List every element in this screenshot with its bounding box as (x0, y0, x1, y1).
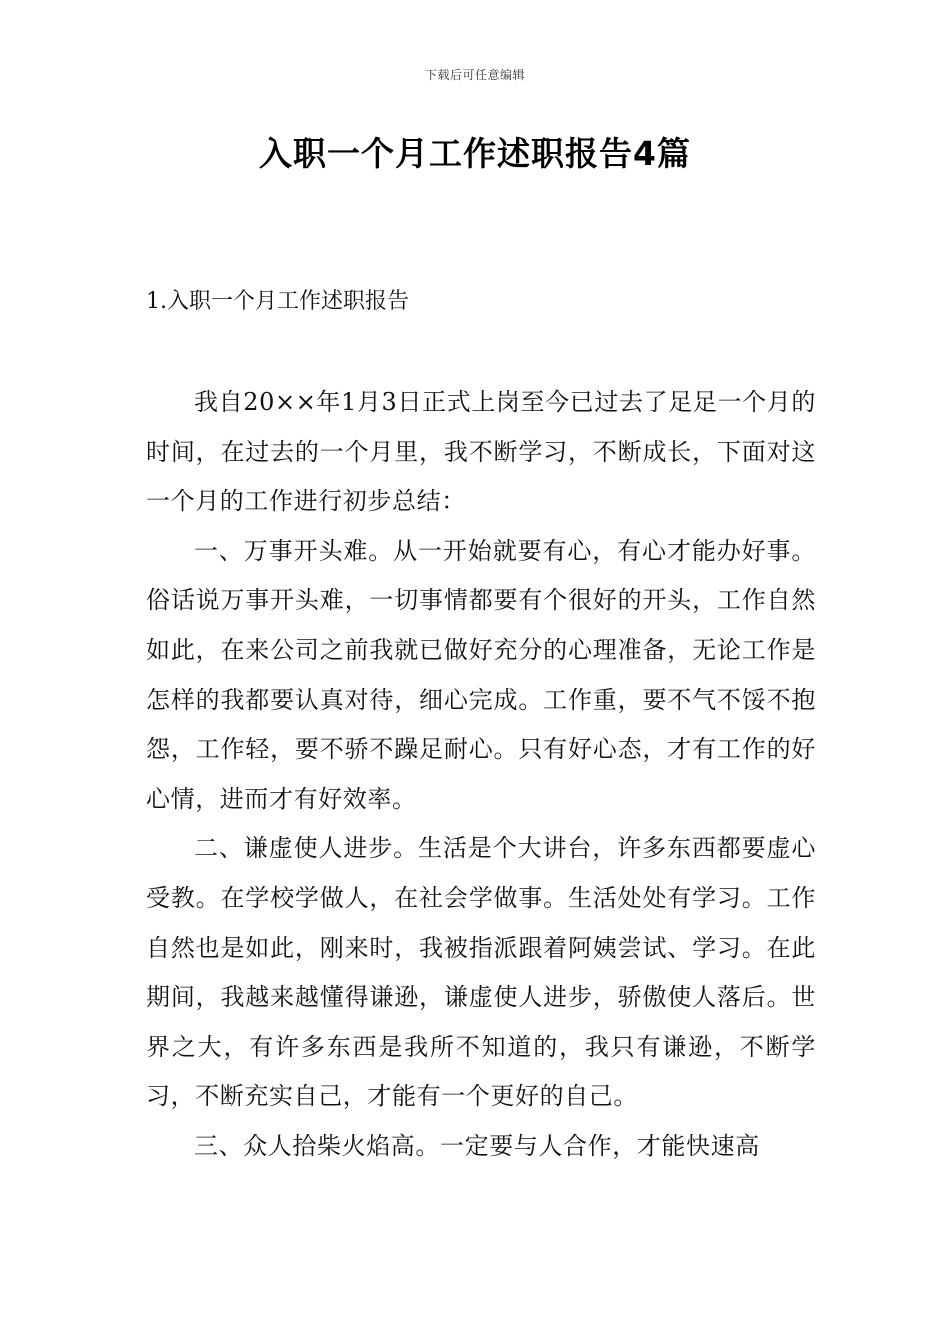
paragraph-point-two: 二、谦虚使人进步。生活是个大讲台，许多东西都要虚心受教。在学校学做人，在社会学做事。生活处处有学习。工作自然也是如此，刚来时，我被指派跟着阿姨尝试、学习。在此期间，我越来越懂得谦逊，谦虚使人进步，骄傲使人落后。世界之大，有许多东西是我所不知道的，我只有谦逊，不断学习，不断充实自己，才能有一个更好的自己。 (146, 834, 816, 1111)
section-heading: 1.入职一个月工作述职报告 (146, 289, 409, 314)
paragraph-intro: 我自20××年1月3日正式上岗至今已过去了足足一个月的时间，在过去的一个月里，我不断学习，不断成长，下面对这一个月的工作进行初步总结： (146, 388, 816, 516)
body-text (146, 378, 816, 1172)
header-note: 下载后可任意编辑 (424, 68, 525, 82)
document-title: 入职一个月工作述职报告4篇 (259, 134, 691, 173)
paragraph-point-three: 三、众人拾柴火焰高。一定要与人合作，才能快速高 (194, 1131, 760, 1160)
paragraph-point-one: 一、万事开头难。从一开始就要有心，有心才能办好事。俗话说万事开头难，一切事情都要有个很好的开头，工作自然如此，在来公司之前我就已做好充分的心理准备，无论工作是怎样的我都要认真对待，细心完成。工作重，要不气不馁不抱怨，工作轻，要不骄不躁足耐心。只有好心态，才有工作的好心情，进而才有好效率。 (146, 536, 816, 813)
